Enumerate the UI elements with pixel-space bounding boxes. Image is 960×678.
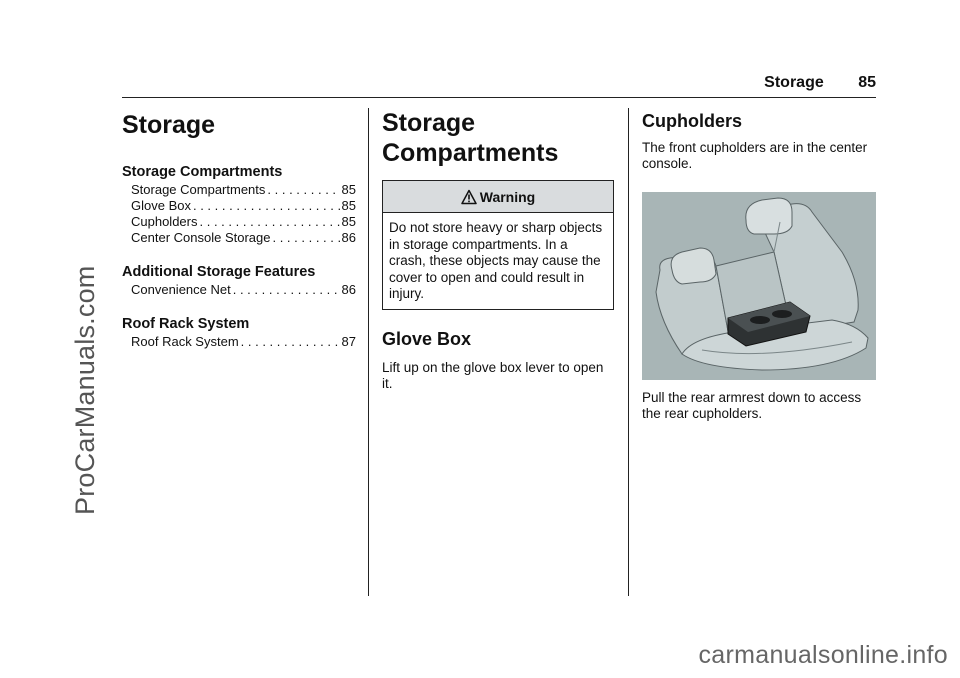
header-page-number: 85 [858,74,876,91]
toc-item-label: Convenience Net [131,282,231,297]
toc-section-heading[interactable]: Additional Storage Features [122,264,316,280]
toc-leader-dots [200,214,340,230]
toc-section-heading[interactable]: Roof Rack System [122,316,250,332]
section-title-line2: Compartments [382,139,559,167]
side-watermark: ProCarManuals.com [70,265,100,515]
cupholders-column [642,108,876,422]
toc-item[interactable] [131,198,356,214]
toc-item[interactable] [131,282,356,298]
cupholders-text-front: The front cupholders are in the center console. [642,140,868,171]
toc-item-page: 85 [341,198,356,213]
warning-icon [461,189,477,205]
toc-item[interactable] [131,334,356,350]
column-divider-2 [628,108,629,596]
toc-item-page: 85 [341,214,356,229]
toc-item-label: Center Console Storage [131,230,271,245]
toc-item-label: Storage Compartments [131,182,266,197]
cupholders-text-rear: Pull the rear armrest down to access the rear cupholders. [642,390,862,421]
toc-leader-dots [241,334,340,350]
toc-section-heading[interactable]: Storage Compartments [122,164,283,180]
toc-leader-dots [267,182,339,198]
warning-header [383,181,613,213]
chapter-toc-column [122,108,356,350]
chapter-title: Storage [122,111,216,139]
toc-item-label: Roof Rack System [131,334,239,349]
toc-item-page: 86 [341,230,356,245]
toc-list [122,282,356,298]
toc-list [122,182,356,246]
toc-item-page: 87 [341,334,356,349]
rear-seat-armrest-image [642,192,876,380]
cupholders-heading: Cupholders [642,111,743,131]
toc-leader-dots [233,282,340,298]
toc-item[interactable] [131,230,356,246]
section-title-line1: Storage [382,109,476,137]
warning-box [382,180,614,310]
storage-compartments-column [382,108,614,392]
page-header [122,74,876,98]
column-divider-1 [368,108,369,596]
header-section-title: Storage [764,74,824,91]
toc-item-page: 85 [341,182,356,197]
toc-item[interactable] [131,182,356,198]
toc-leader-dots [193,198,340,214]
section-title [382,108,614,168]
glove-box-heading: Glove Box [382,328,472,349]
warning-label: Warning [479,189,536,205]
toc-leader-dots [272,230,339,246]
toc-item[interactable] [131,214,356,230]
toc-list [122,334,356,350]
bottom-watermark: carmanualsonline.info [698,641,948,669]
toc-item-page: 86 [341,282,356,297]
glove-box-text: Lift up on the glove box lever to open it. [382,359,604,391]
toc-item-label: Cupholders [131,214,198,229]
rear-armrest-illustration [642,192,876,380]
toc-item-label: Glove Box [131,198,191,213]
warning-text: Do not store heavy or sharp objects in storage compartments. In a crash, these objects may cause the cover to open and could result in injury. [389,220,603,301]
